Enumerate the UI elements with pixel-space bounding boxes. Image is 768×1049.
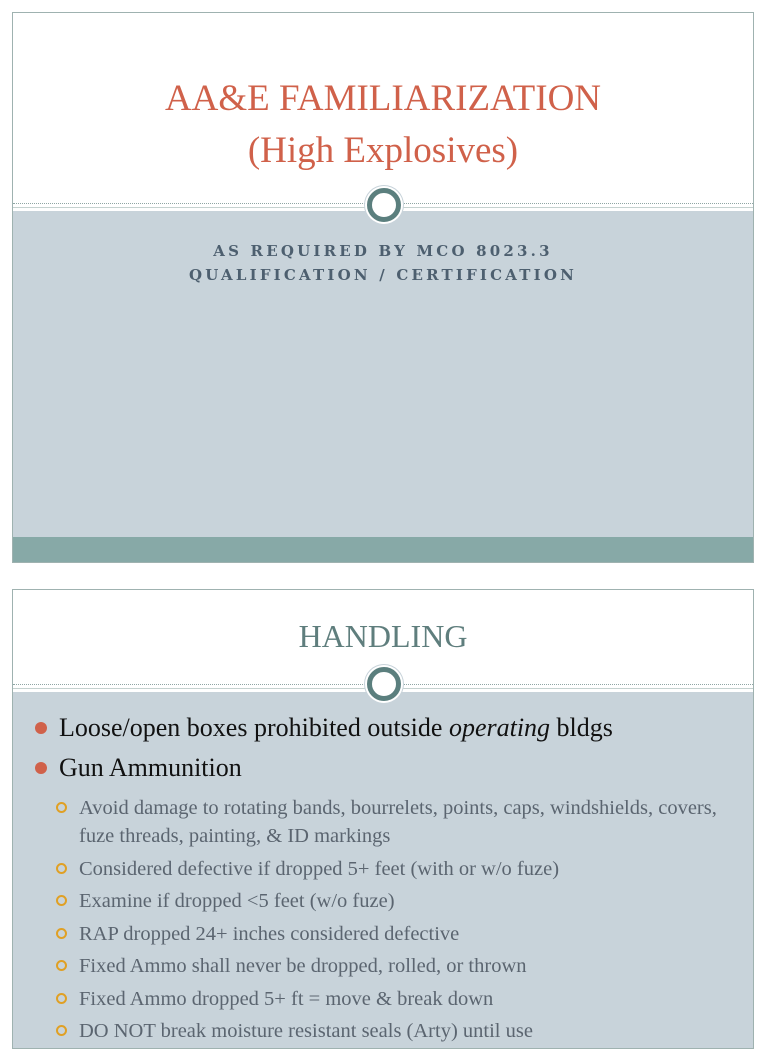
- sub-list-item: [33, 1017, 743, 1045]
- ring-bullet-icon: [56, 895, 67, 906]
- sub-bullet-text: Examine if dropped <5 feet (w/o fuze): [79, 890, 395, 912]
- bullet-text: Loose/open boxes prohibited outside operating bldgs: [59, 713, 613, 742]
- sub-list-item: [33, 920, 743, 948]
- sub-bullet-text: Avoid damage to rotating bands, bourrelets, points, caps, windshields, covers, fuze threads, painting, & ID markings: [79, 797, 717, 847]
- ring-bullet-icon: [56, 960, 67, 971]
- sub-list-item: [33, 952, 743, 980]
- sub-list-item: [33, 887, 743, 915]
- ring-bullet-icon: [56, 928, 67, 939]
- ring-bullet-icon: [56, 993, 67, 1004]
- filled-circle-bullet-icon: [35, 722, 47, 734]
- sub-list-item: [33, 985, 743, 1013]
- sub-bullet-list: [33, 794, 743, 1045]
- subtitle-area: [13, 211, 753, 537]
- list-item: [33, 708, 743, 748]
- slide-title-line1: AA&E FAMILIARIZATION: [164, 78, 602, 119]
- sub-list-item: [33, 794, 743, 850]
- filled-circle-bullet-icon: [35, 762, 47, 774]
- slide-title: HANDLING: [298, 618, 468, 654]
- bullet-list: [33, 708, 743, 1049]
- list-item: [33, 748, 743, 788]
- bullet-text: Gun Ammunition: [59, 753, 242, 782]
- title-slide: [12, 12, 754, 563]
- ring-bullet-icon: [56, 1025, 67, 1036]
- subtitle-line1: AS REQUIRED BY MCO 8023.3: [213, 242, 553, 260]
- handling-slide: [12, 589, 754, 1049]
- circle-ornament-icon: [367, 667, 401, 701]
- sub-bullet-text: Considered defective if dropped 5+ feet (with or w/o fuze): [79, 857, 560, 880]
- ring-bullet-icon: [56, 863, 67, 874]
- sub-bullet-text: DO NOT break moisture resistant seals (Arty) until use: [79, 1020, 533, 1042]
- slide-title-line2: (High Explosives): [247, 130, 519, 171]
- sub-bullet-text: Fixed Ammo dropped 5+ ft = move & break down: [79, 987, 494, 1010]
- title-area: [13, 13, 753, 203]
- sub-list-item: [33, 855, 743, 883]
- sub-bullet-text: RAP dropped 24+ inches considered defective: [79, 922, 460, 945]
- subtitle-line2: QUALIFICATION / CERTIFICATION: [188, 266, 578, 284]
- sub-bullet-text: Fixed Ammo shall never be dropped, rolled, or thrown: [79, 955, 527, 977]
- circle-ornament-icon: [367, 188, 401, 222]
- ring-bullet-icon: [56, 802, 67, 813]
- footer-band: [13, 537, 753, 562]
